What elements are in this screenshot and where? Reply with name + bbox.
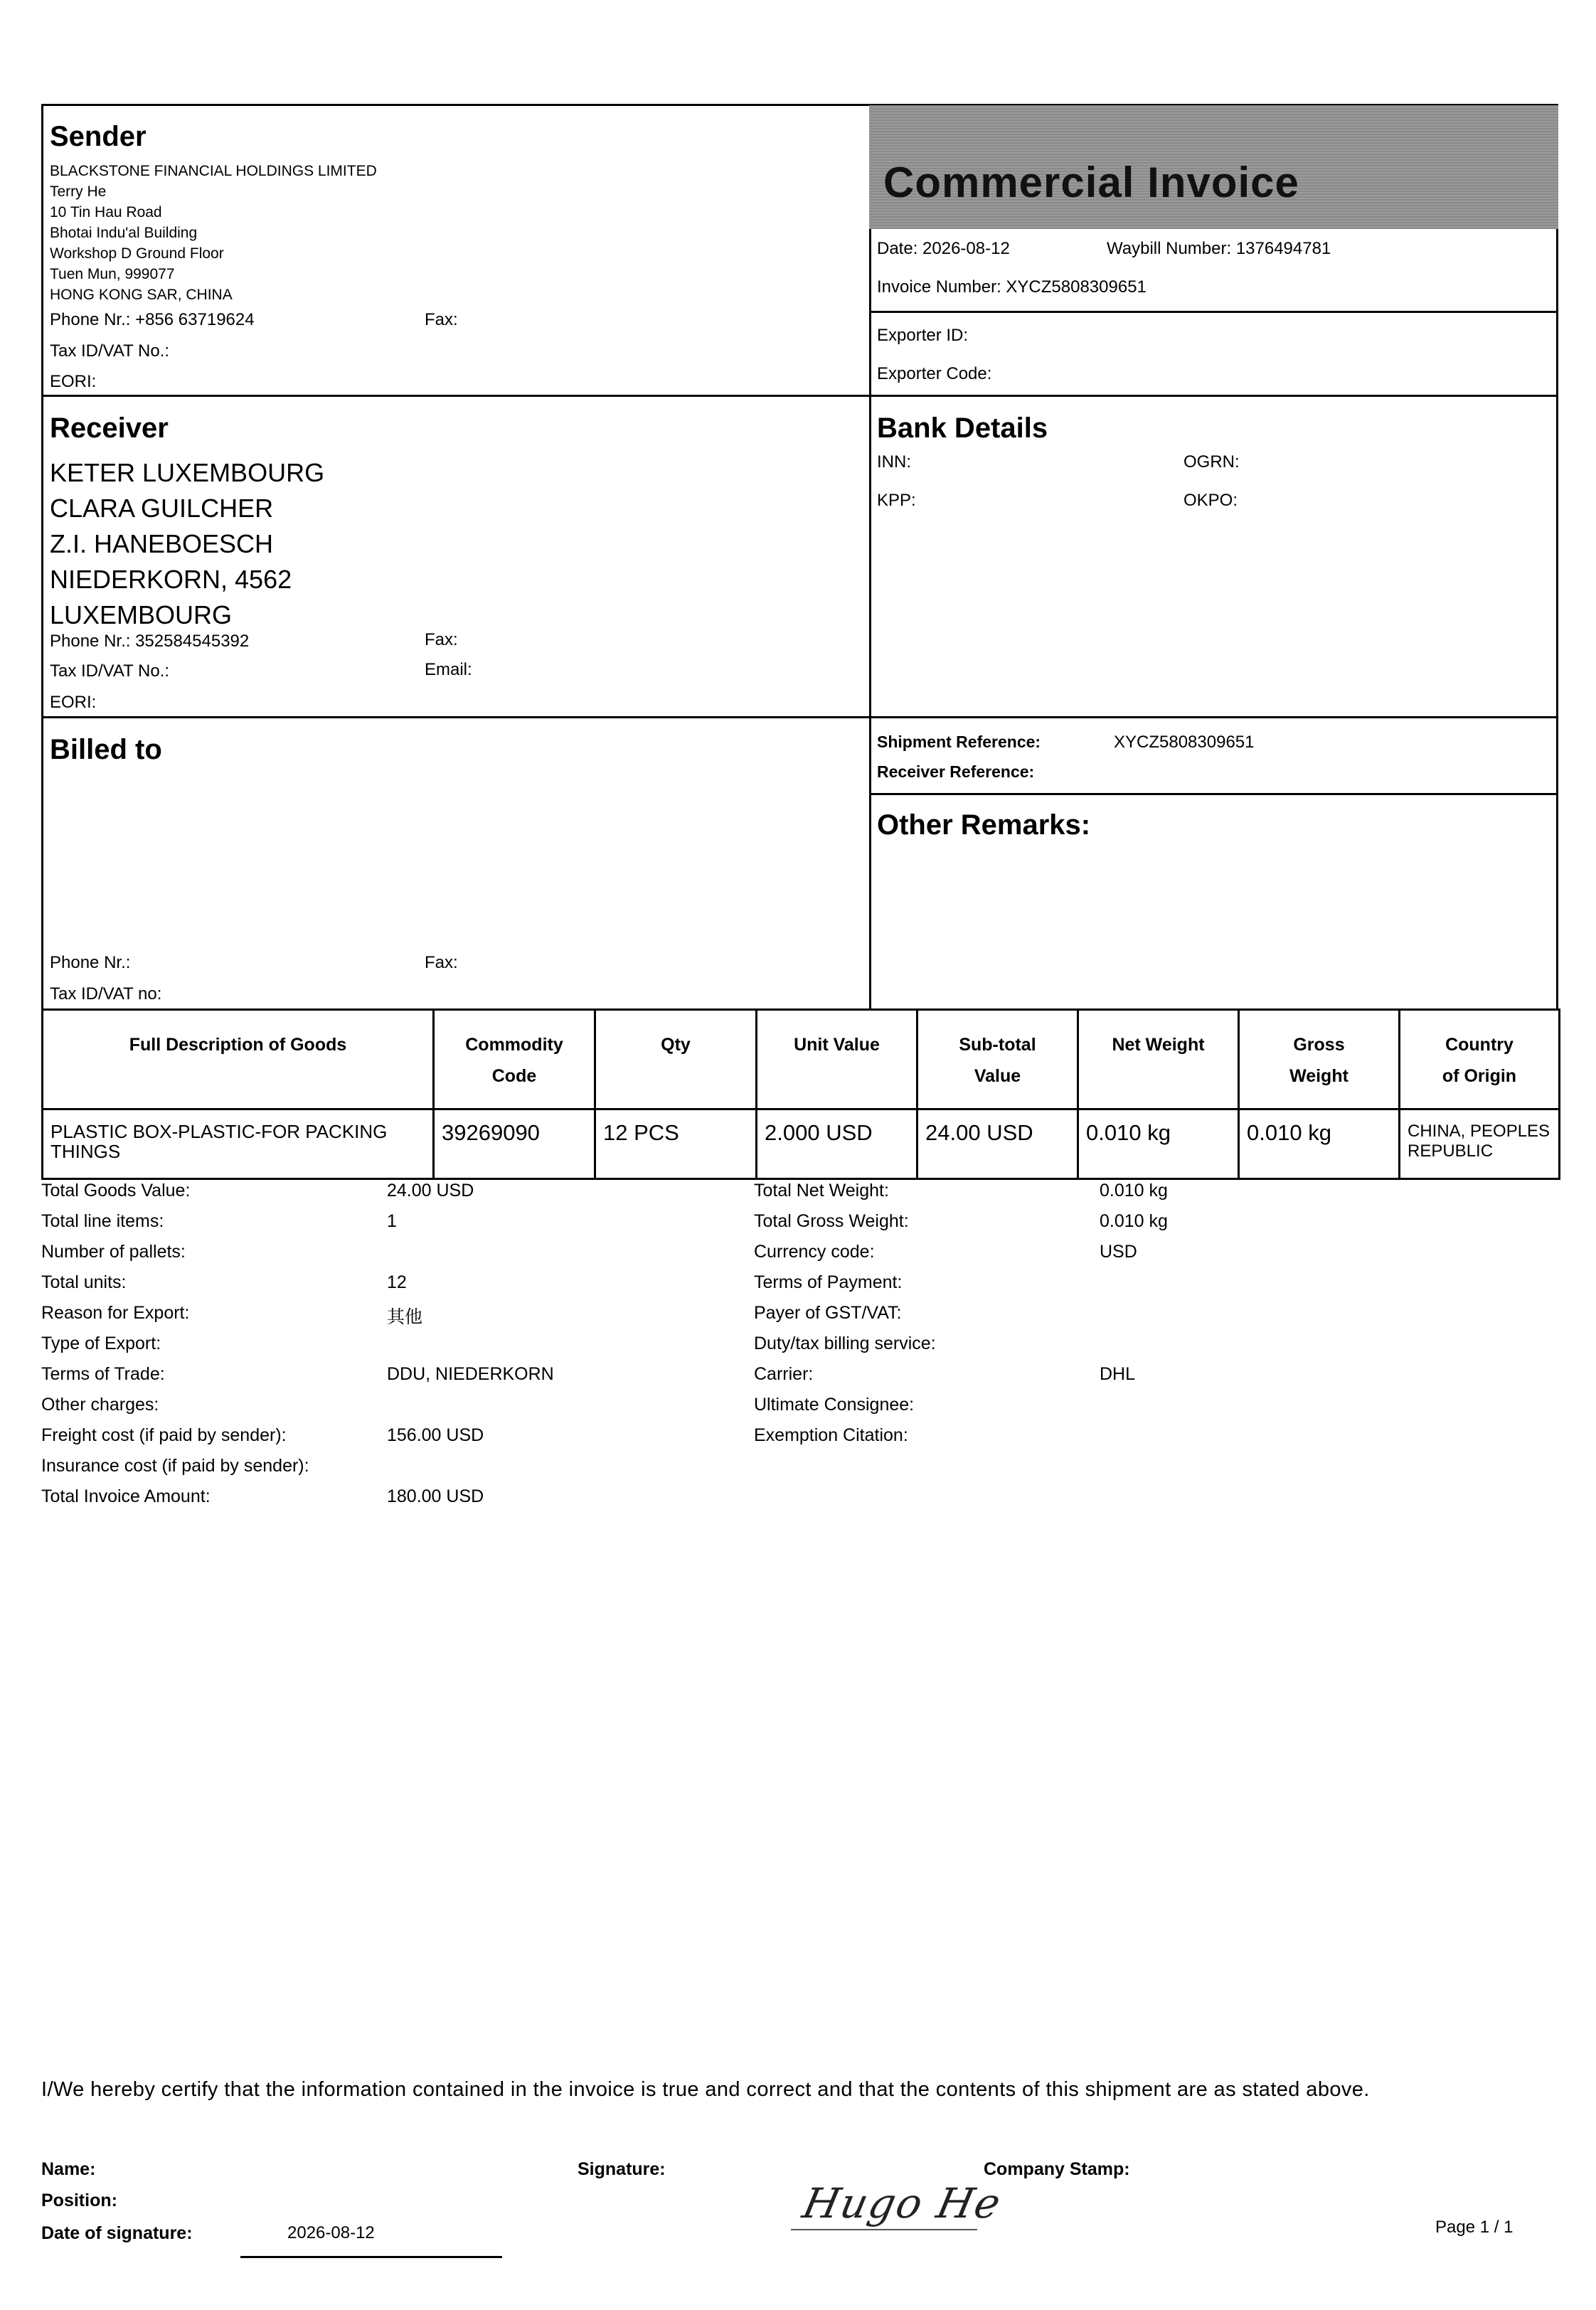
sender-eori: EORI: — [50, 372, 97, 391]
header-gross-weight: Gross Weight — [1239, 1010, 1400, 1109]
header-description: Full Description of Goods — [43, 1010, 434, 1109]
receiver-phone: Phone Nr.: 352584545392 — [50, 632, 250, 651]
sender-phone: Phone Nr.: +856 63719624 — [50, 310, 255, 329]
receiver-eori: EORI: — [50, 693, 97, 712]
cell-origin: CHINA, PEOPLES REPUBLIC — [1400, 1109, 1560, 1179]
receiver-line: Z.I. HANEBOESCH — [50, 529, 274, 558]
summary-label: Total Gross Weight: — [754, 1211, 909, 1231]
header-subtotal: Sub-total Value — [917, 1010, 1078, 1109]
receiver-fax: Fax: — [425, 630, 458, 649]
summary-value: 其他 — [387, 1307, 423, 1327]
sender-line: BLACKSTONE FINANCIAL HOLDINGS LIMITED — [50, 163, 377, 179]
reference-box — [869, 716, 1558, 795]
summary-label: Carrier: — [754, 1364, 814, 1384]
certification-text: I/We hereby certify that the information contained in the invoice is true and correct and that the contents of this shipment are as stated above. — [41, 2078, 1370, 2101]
sender-line: Terry He — [50, 183, 107, 200]
summary-value: 24.00 USD — [387, 1181, 474, 1201]
cell-net-weight: 0.010 kg — [1078, 1109, 1239, 1179]
summary-value: 180.00 USD — [387, 1486, 484, 1506]
exporter-id: Exporter ID: — [877, 326, 969, 345]
summary-label: Total Net Weight: — [754, 1181, 889, 1201]
summary-label: Exemption Citation: — [754, 1425, 908, 1445]
header-commodity-code: Commodity Code — [434, 1010, 595, 1109]
summary-label: Type of Export: — [41, 1334, 161, 1353]
bank-heading: Bank Details — [877, 412, 1048, 444]
name-label: Name: — [41, 2159, 96, 2179]
summary-label: Insurance cost (if paid by sender): — [41, 1456, 309, 1476]
shipment-reference-label: Shipment Reference: — [877, 733, 1041, 751]
summary-value: DHL — [1100, 1364, 1136, 1384]
signature-label: Signature: — [578, 2159, 666, 2179]
summary-value: DDU, NIEDERKORN — [387, 1364, 554, 1384]
sender-line: 10 Tin Hau Road — [50, 204, 162, 220]
signature-handwritten: Hugo He — [798, 2179, 1006, 2228]
bank-ogrn: OGRN: — [1183, 452, 1240, 472]
cell-commodity: 39269090 — [434, 1109, 595, 1179]
document-title: Commercial Invoice — [883, 159, 1299, 206]
sender-heading: Sender — [50, 121, 147, 152]
summary-label: Payer of GST/VAT: — [754, 1303, 902, 1323]
date-underline — [240, 2256, 502, 2258]
invoice-date: Date: 2026-08-12 — [877, 239, 1010, 258]
goods-table — [41, 1008, 1560, 1180]
position-label: Position: — [41, 2191, 117, 2210]
summary-label: Number of pallets: — [41, 1242, 186, 1262]
title-band — [869, 105, 1558, 229]
receiver-address — [50, 455, 324, 633]
signature-underline — [791, 2229, 977, 2230]
summary-label: Duty/tax billing service: — [754, 1334, 936, 1353]
header-unit-value: Unit Value — [757, 1010, 917, 1109]
summary-label: Total Goods Value: — [41, 1181, 191, 1201]
header-origin: Country of Origin — [1400, 1010, 1560, 1109]
date-of-signature-value: 2026-08-12 — [287, 2223, 375, 2242]
cell-gross-weight: 0.010 kg — [1239, 1109, 1400, 1179]
table-row — [43, 1109, 1560, 1179]
receiver-email: Email: — [425, 660, 472, 679]
summary-value: 156.00 USD — [387, 1425, 484, 1445]
company-stamp-label: Company Stamp: — [984, 2159, 1130, 2179]
remarks-heading: Other Remarks: — [877, 809, 1091, 841]
cell-description: PLASTIC BOX-PLASTIC-FOR PACKING THINGS — [43, 1109, 434, 1179]
cell-unit-value: 2.000 USD — [757, 1109, 917, 1179]
sender-fax: Fax: — [425, 310, 458, 329]
sender-line: HONG KONG SAR, CHINA — [50, 287, 233, 303]
sender-line: Tuen Mun, 999077 — [50, 266, 175, 282]
billed-tax: Tax ID/VAT no: — [50, 984, 162, 1004]
summary-label: Ultimate Consignee: — [754, 1395, 915, 1415]
summary-value: 12 — [387, 1272, 407, 1292]
receiver-line: KETER LUXEMBOURG — [50, 458, 325, 487]
cell-qty: 12 PCS — [595, 1109, 757, 1179]
summary-label: Currency code: — [754, 1242, 875, 1262]
summary-value: 0.010 kg — [1100, 1181, 1168, 1201]
summary-label: Terms of Payment: — [754, 1272, 903, 1292]
summary-label: Reason for Export: — [41, 1303, 190, 1323]
date-of-signature-label: Date of signature: — [41, 2223, 193, 2243]
sender-address — [50, 161, 377, 305]
summary-label: Total units: — [41, 1272, 127, 1292]
header-net-weight: Net Weight — [1078, 1010, 1239, 1109]
receiver-line: CLARA GUILCHER — [50, 494, 274, 523]
bank-kpp: KPP: — [877, 491, 916, 510]
summary-value: USD — [1100, 1242, 1137, 1262]
billed-fax: Fax: — [425, 953, 458, 972]
cell-subtotal: 24.00 USD — [917, 1109, 1078, 1179]
summary-label: Freight cost (if paid by sender): — [41, 1425, 287, 1445]
shipment-reference-value: XYCZ5808309651 — [1114, 733, 1255, 752]
sender-line: Bhotai Indu'al Building — [50, 225, 198, 241]
sender-line: Workshop D Ground Floor — [50, 245, 224, 262]
summary-value: 0.010 kg — [1100, 1211, 1168, 1231]
waybill-number: Waybill Number: 1376494781 — [1107, 239, 1331, 258]
bank-inn: INN: — [877, 452, 911, 472]
summary-label: Total Invoice Amount: — [41, 1486, 211, 1506]
receiver-line: NIEDERKORN, 4562 — [50, 565, 292, 594]
summary-label: Terms of Trade: — [41, 1364, 165, 1384]
bank-okpo: OKPO: — [1183, 491, 1238, 510]
header-qty: Qty — [595, 1010, 757, 1109]
exporter-code: Exporter Code: — [877, 364, 992, 383]
receiver-line: LUXEMBOURG — [50, 600, 233, 629]
receiver-heading: Receiver — [50, 412, 169, 444]
receiver-tax: Tax ID/VAT No.: — [50, 661, 170, 681]
receiver-reference-label: Receiver Reference: — [877, 762, 1035, 781]
billed-heading: Billed to — [50, 734, 162, 765]
page-number: Page 1 / 1 — [1435, 2218, 1513, 2237]
summary-label: Other charges: — [41, 1395, 159, 1415]
summary-label: Total line items: — [41, 1211, 164, 1231]
billed-phone: Phone Nr.: — [50, 953, 131, 972]
sender-tax: Tax ID/VAT No.: — [50, 341, 170, 361]
invoice-number: Invoice Number: XYCZ5808309651 — [877, 277, 1147, 297]
goods-header-row — [43, 1010, 1560, 1109]
summary-value: 1 — [387, 1211, 397, 1231]
